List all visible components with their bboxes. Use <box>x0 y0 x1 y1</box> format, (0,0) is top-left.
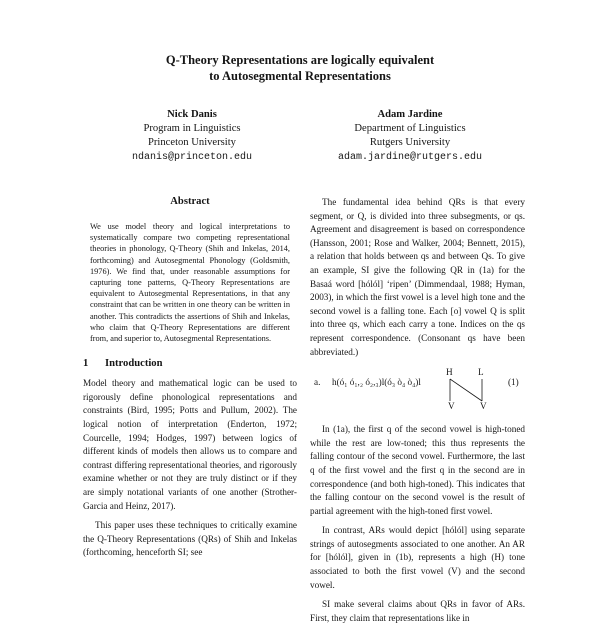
intro-paragraph-1: Model theory and mathematical logic can be used to rigorously define phonological representations and constraints (Bird, 1995; Potts and Pullum, 2002). The logical notion of interpretation (Enderton, 1972; Courcelle, 1994; Hodges, 1997) between logics of different kinds of models then allows us to compare and contrast differing representational theories, and rigorously examine whether or not they are truly distinct or if they are simply notational variants of one another (Strother-Garcia and Heinz, 2017). <box>83 378 297 511</box>
vowel-slot-2: V <box>480 401 487 412</box>
example-label: a. <box>314 377 321 388</box>
abstract-heading: Abstract <box>170 196 210 207</box>
example-1 <box>310 365 525 417</box>
author-institution: Rutgers University <box>369 137 451 149</box>
intro-paragraph-2: This paper uses these techniques to critically examine the Q-Theory Representations (QRs) of Shih and Inkelas (forthcoming, henceforth SI; see <box>83 520 297 558</box>
left-column <box>83 196 297 566</box>
author-block-2 <box>300 108 520 165</box>
vowel-slot-1: V <box>448 401 455 412</box>
section-title: Introduction <box>105 358 163 370</box>
section-heading <box>83 358 297 369</box>
author-affiliation: Department of Linguistics <box>354 123 466 135</box>
section-number: 1 <box>83 358 89 370</box>
author-name: Adam Jardine <box>377 109 443 120</box>
body-paragraph-3: In contrast, ARs would depict [hólól] using separate strings of autosegments associated to one another. An AR for [hólól], given in (1b), represents a high (H) tone associated to both the first vowel (V) and the second vowel. <box>310 525 525 590</box>
example-number: (1) <box>508 377 519 388</box>
body-paragraph-4: SI make several claims about QRs in favor of ARs. First, they claim that representations like in <box>310 599 525 623</box>
title-line-2: to Autosegmental Representations <box>209 69 391 83</box>
author-affiliation: Program in Linguistics <box>143 123 241 135</box>
title-line-1: Q-Theory Representations are logically equivalent <box>165 53 435 67</box>
right-column <box>310 196 525 631</box>
author-institution: Princeton University <box>148 137 236 149</box>
tone-high: H <box>446 367 453 378</box>
author-name: Nick Danis <box>167 109 217 120</box>
example-qr-form: h(ó₁ ó₁,₂ ó₂,₃)l(ó₃ ò₄ ò₄)l <box>332 377 421 388</box>
author-block-1 <box>82 108 302 165</box>
tone-low: L <box>478 367 484 378</box>
author-email: adam.jardine@rutgers.edu <box>337 151 483 163</box>
abstract-text: We use model theory and logical interpretations to systematically compare two competing representational theories in phonology, Q-Theory (Shih and Inkelas, 2014, forthcoming) and Autosegmental Phonology (Goldsmith, 1976). We find that, under reasonable assumptions for capturing tone patterns, Q-Theory Representations are equivalent to Autosegmental Representations, in that any constraint that can be written in one theory can be written in another. This contradicts the assertions of Shih and Inkelas, who claim that Q-Theory Representations are different from, and superior to, Autosegmental Representations. <box>90 222 290 344</box>
paper-title <box>60 52 540 84</box>
body-paragraph-2: In (1a), the first q of the second vowel is high-toned while the rest are low-toned; this thus represents the falling contour of the second vowel. Furthermore, the last q of the first vowel and the first q in the second are in correspondence (and both high-toned). This indicates that the falling contour on the second vowel is the result of partial agreement with the high-toned first vowel. <box>310 424 525 516</box>
body-paragraph-1: The fundamental idea behind QRs is that every segment, or Q, is divided into three subsegments, or qs. Agreement and disagreement is based on correspondence (Hansson, 2001; Rose and Walker, 2004; Bennett, 2015), a relation that holds between qs and between Qs. To give an example, SI give the following QR in (1a) for the Basaá word [hólól] ‘ripen’ (Dimmendaal, 1988; Hyman, 2003), in which the first vowel is a level high tone and the second vowel is a falling tone. Each [o] vowel Q is split into three qs, which each carry a tone. Indices on the qs represent correspondence. (Consonant qs have been abbreviated.) <box>310 197 525 357</box>
author-email: ndanis@princeton.edu <box>131 151 253 163</box>
